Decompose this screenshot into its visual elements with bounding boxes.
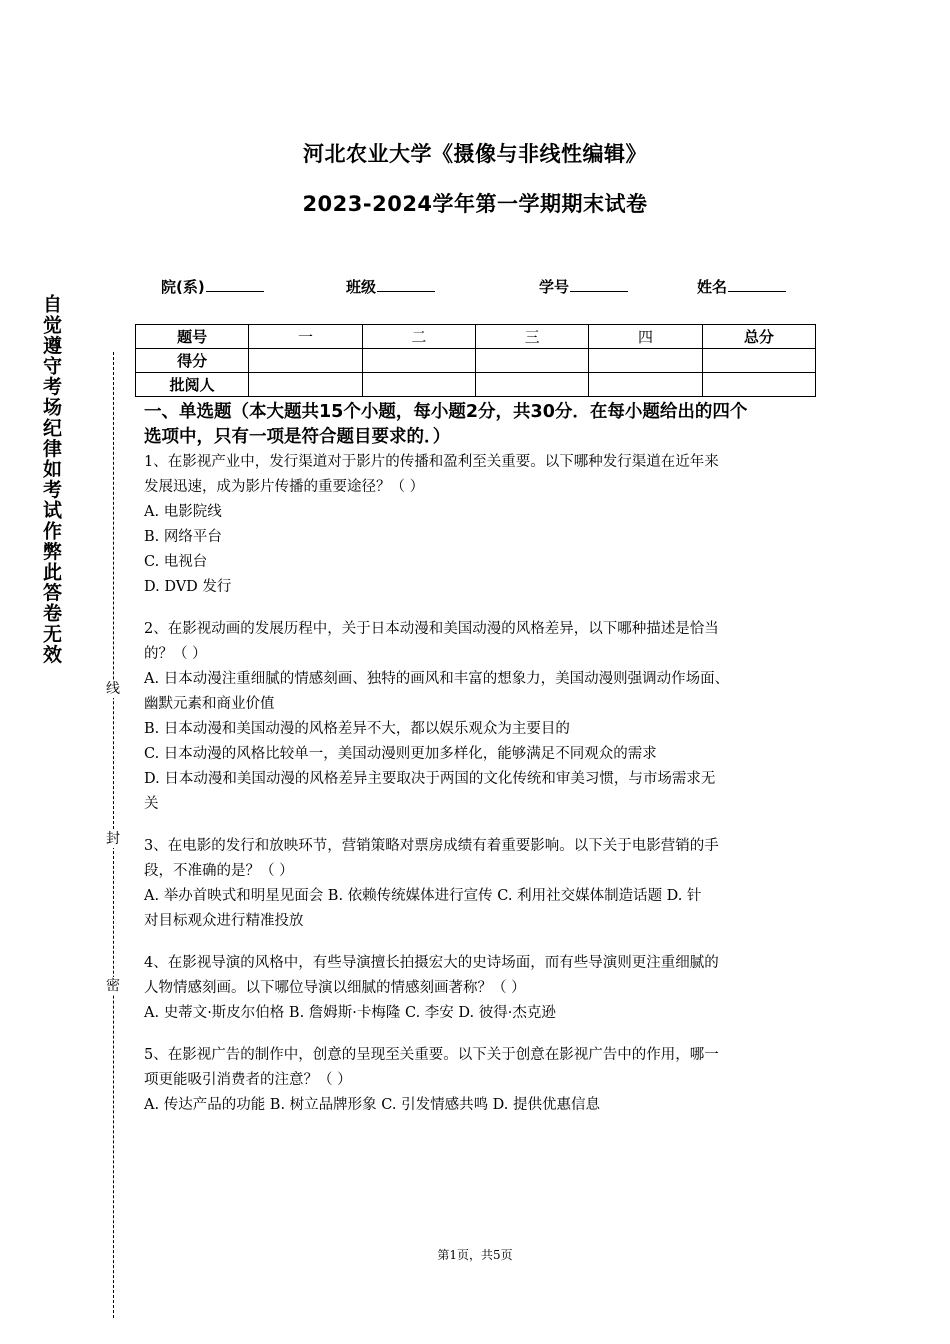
question-2 (144, 617, 814, 817)
exam-title: 河北农业大学《摄像与非线性编辑》 (303, 142, 647, 166)
question-text: 1、在影视产业中，发行渠道对于影片的传播和盈利至关重要。以下哪种发行渠道在近年来 (144, 454, 719, 470)
blank-line (206, 277, 264, 292)
binding-label-line: 线 (106, 681, 120, 697)
row-label-grader: 批阅人 (136, 373, 249, 397)
blank-line (570, 277, 628, 292)
binding-label-secret: 密 (106, 978, 120, 994)
option: 幽默元素和商业价值 (144, 696, 275, 712)
col-1: 一 (249, 325, 362, 349)
col-3: 三 (475, 325, 588, 349)
question-text: 4、在影视导演的风格中，有些导演擅长拍摄宏大的史诗场面，而有些导演则更注重细腻的 (144, 955, 719, 971)
info-name (697, 276, 786, 297)
col-total: 总分 (702, 325, 815, 349)
option: A. 日本动漫注重细腻的情感刻画、独特的画风和丰富的想象力，美国动漫则强调动作场面、 (144, 671, 730, 687)
info-label: 姓名 (697, 278, 728, 296)
question-3 (144, 834, 814, 934)
exam-subtitle: 2023-2024学年第一学期期末试卷 (302, 192, 648, 216)
option: B. 网络平台 (144, 529, 222, 545)
grader-cell[interactable] (589, 373, 702, 397)
col-2: 二 (362, 325, 475, 349)
question-text: 项更能吸引消费者的注意？（ ） (144, 1072, 352, 1088)
row-label-score: 得分 (136, 349, 249, 373)
option: D. DVD 发行 (144, 579, 232, 595)
question-text: 人物情感刻画。以下哪位导演以细腻的情感刻画著称？（ ） (144, 980, 526, 996)
section-heading: 选项中，只有一项是符合题目要求的．） (144, 427, 451, 447)
grader-cell[interactable] (362, 373, 475, 397)
question-text: 5、在影视广告的制作中，创意的呈现至关重要。以下关于创意在影视广告中的作用，哪一 (144, 1047, 719, 1063)
binding-label-seal: 封 (106, 831, 120, 847)
option: 关 (144, 796, 159, 812)
info-department (161, 276, 264, 297)
grader-cell[interactable] (475, 373, 588, 397)
score-table (135, 324, 816, 397)
score-cell[interactable] (589, 349, 702, 373)
score-cell[interactable] (362, 349, 475, 373)
col-4: 四 (589, 325, 702, 349)
section-heading: 一、单选题（本大题共15个小题，每小题2分，共30分．在每小题给出的四个 (144, 402, 748, 422)
score-cell[interactable] (702, 349, 815, 373)
question-text: 段，不准确的是？（ ） (144, 863, 294, 879)
score-table-grader-row (136, 373, 816, 397)
option: B. 日本动漫和美国动漫的风格差异不大，都以娱乐观众为主要目的 (144, 721, 570, 737)
option: A. 电影院线 (144, 504, 222, 520)
question-text: 的？（ ） (144, 646, 207, 662)
question-text: 发展迅速，成为影片传播的重要途径？（ ） (144, 479, 425, 495)
question-text: 2、在影视动画的发展历程中，关于日本动漫和美国动漫的风格差异，以下哪种描述是恰当 (144, 621, 719, 637)
score-cell[interactable] (475, 349, 588, 373)
info-label: 学号 (539, 278, 570, 296)
option: 对目标观众进行精准投放 (144, 913, 304, 929)
option: C. 电视台 (144, 554, 208, 570)
option: A. 史蒂文·斯皮尔伯格 B. 詹姆斯·卡梅隆 C. 李安 D. 彼得·杰克逊 (144, 1005, 556, 1021)
question-text: 3、在电影的发行和放映环节，营销策略对票房成绩有着重要影响。以下关于电影营销的手 (144, 838, 719, 854)
side-warning: 自觉遵守考场纪律如考试作弊此答卷无效 (40, 294, 62, 665)
score-table-score-row (136, 349, 816, 373)
grader-cell[interactable] (249, 373, 362, 397)
info-label: 班级 (346, 278, 377, 296)
grader-cell[interactable] (702, 373, 815, 397)
score-table-header-row (136, 325, 816, 349)
option: D. 日本动漫和美国动漫的风格差异主要取决于两国的文化传统和审美习惯，与市场需求无 (144, 771, 716, 787)
question-5 (144, 1043, 814, 1118)
page-footer: 第1页，共5页 (437, 1248, 513, 1262)
question-4 (144, 951, 814, 1026)
blank-line (377, 277, 435, 292)
info-class (346, 276, 435, 297)
info-label: 院(系) (161, 278, 205, 296)
row-label-question-no: 题号 (136, 325, 249, 349)
exam-content (144, 400, 814, 1118)
blank-line (728, 277, 786, 292)
option: A. 举办首映式和明星见面会 B. 依赖传统媒体进行宣传 C. 利用社交媒体制造话题 D. 针 (144, 888, 702, 904)
score-cell[interactable] (249, 349, 362, 373)
question-1 (144, 450, 814, 600)
option: A. 传达产品的功能 B. 树立品牌形象 C. 引发情感共鸣 D. 提供优惠信息 (144, 1097, 601, 1113)
option: C. 日本动漫的风格比较单一，美国动漫则更加多样化，能够满足不同观众的需求 (144, 746, 657, 762)
info-student-id (539, 276, 628, 297)
